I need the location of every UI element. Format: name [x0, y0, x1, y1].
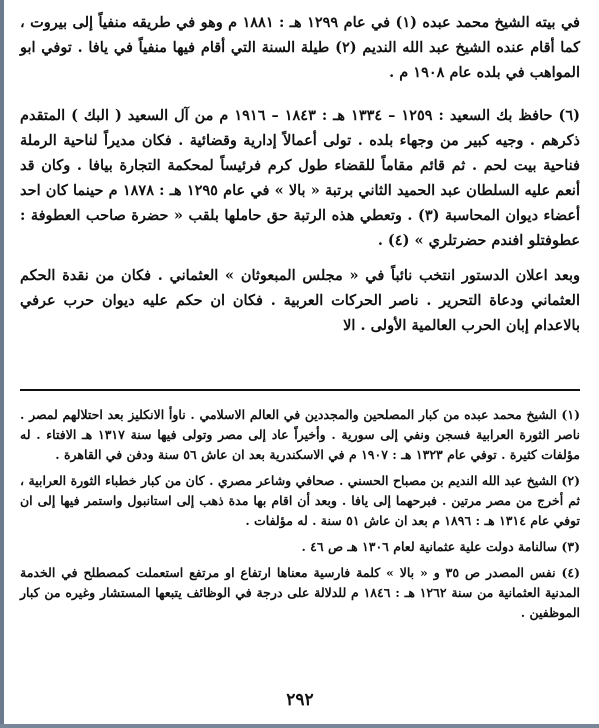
footnote-3: (٣) سالنامة دولت علية عثمانية لعام ١٣٠٦ هـ ص ٤٦ .: [301, 539, 580, 554]
paragraph-abu-al-mawahib: في بيته الشيخ محمد عبده (١) في عام ١٢٩٩ هـ : ١٨٨١ م وهو في طريقه منفياً إلى بيروت ، كما أقام عنده الشيخ عبد الله النديم (٢) طيلة السنة التي أقام فيها منفياً في يافا . توفي ابو المواهب في بلده عام ١٩٠٨ م .: [20, 14, 580, 81]
footnote-1: (١) الشيخ محمد عبده من كبار المصلحين والمجددين في العالم الاسلامي . ناوأ الانكليز بعد احتلالهم لمصر . ناصر الثورة العرابية فسجن ونفي إلى سورية . وأخيراً عاد إلى مصر وتولى فيها سنة ١٣١٧ هـ الافتاء . له مؤلفات كثيرة . توفي عام ١٣٢٣ هـ : ١٩٠٧ م في الاسكندرية بعد ان عاش ٥٦ سنة ودفن في القاهرة .: [20, 407, 580, 462]
scan-bottom-edge: [0, 724, 599, 728]
main-text: [20, 10, 580, 338]
footnote-divider: [20, 389, 580, 391]
paragraph-constitution: وبعد اعلان الدستور انتخب نائباً في « مجلس المبعوثان » العثماني . فكان من نقدة الحكم العثماني ودعاة التحرير . ناصر الحركات العربية . فكان ان حكم عليه ديوان حرب عرفي بالاعدام إبان الحرب العالمية الأولى . الا: [20, 267, 580, 334]
page-number: ٢٩٢: [286, 690, 314, 710]
footnotes: [20, 405, 580, 629]
document-page: [20, 0, 580, 728]
footnote-4: (٤) نفس المصدر ص ٣٥ و « بالا » كلمة فارسية معناها ارتفاع او مرتفع استعملت كمصطلح في الخدمة المدنية العثمانية من سنة ١٢٦٢ هـ : ١٨٤٦ م للدلالة على درجة في الوظائف يتبعها المستشار وغيره من كبار الموظفين .: [20, 565, 580, 620]
footnote-2: (٢) الشيخ عبد الله النديم بن مصباح الحسني . صحافي وشاعر مصري . كان من كبار خطباء الثورة العرابية ، ثم أخرج من مصر مرتين . فبرحهما إلى يافا . وبعد أن اقام بها مدة ذهب إلى استانبول واستمر فيها إلى ان توفي عام ١٣١٤ هـ : ١٨٩٦ م بعد ان عاش ٥١ سنة . له مؤلفات .: [20, 473, 580, 528]
paragraph-hafez-bey-al-saeed: (٦) حافظ بك السعيد : ١٢٥٩ – ١٣٣٤ هـ : ١٨٤٣ – ١٩١٦ م من آل السعيد ( البك ) المتقدم ذكرهم . وجيه كبير من وجهاء بلده . تولى أعمالاً إدارية وقضائية . فكان مديراً لناحية الرملة فناحية بيت لحم . ثم قائم مقاماً للقضاء طول كرم فرئيساً لمحكمة التجارة بيافا . وكان قد أنعم عليه السلطان عبد الحميد الثاني برتبة « بالا » في عام ١٢٩٥ هـ : ١٨٧٨ م حينما كان احد أعضاء ديوان المحاسبة (٣) . وتعطي هذه الرتبة حق حاملها بلقب « حضرة صاحب العطوفة : عطوفتلو افندم حضرتلري » (٤) .: [20, 107, 581, 249]
scan-left-edge: [0, 0, 4, 728]
